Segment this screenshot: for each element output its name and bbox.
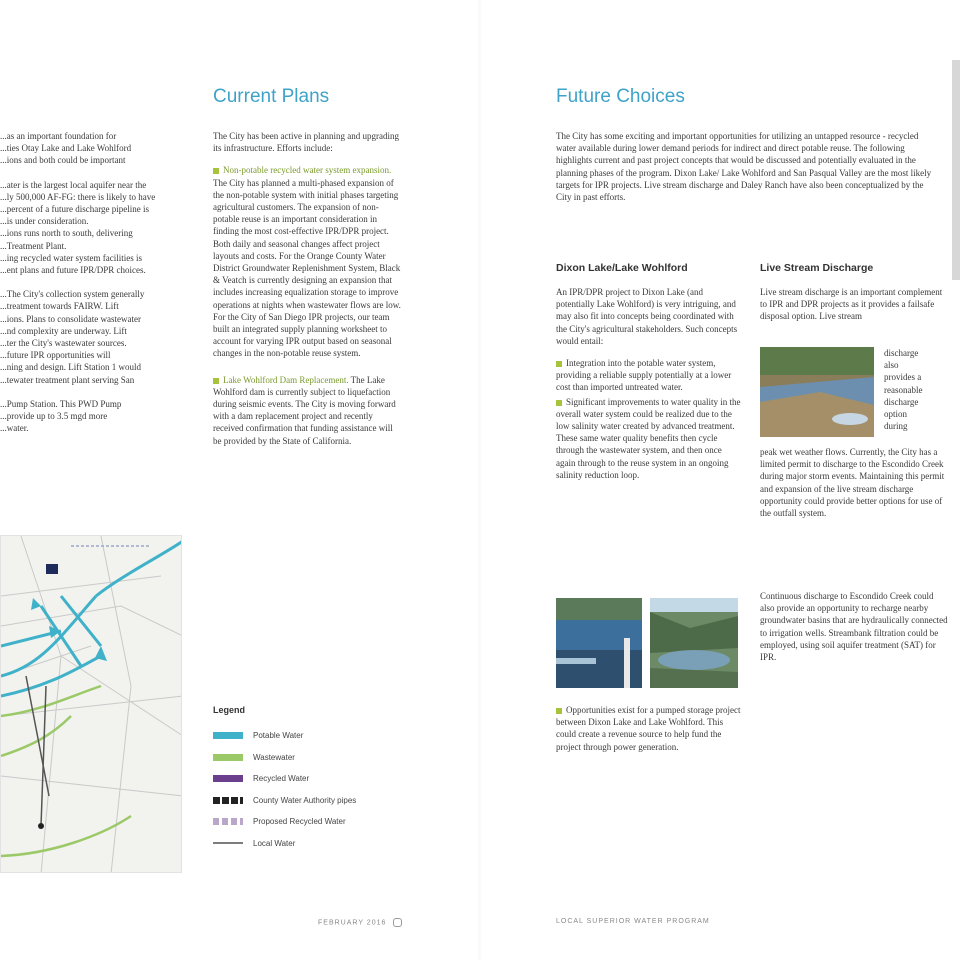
dixon-lake-bullet-3: [556, 704, 742, 753]
intro-fragment-line: ...ions. Plans to consolidate wastewater: [0, 313, 141, 324]
left-footer: [318, 918, 402, 927]
bullet-square-icon: [556, 708, 562, 714]
map-graphic: [1, 536, 182, 873]
outfall-marker: [38, 823, 44, 829]
intro-fragment-line: ...water.: [0, 423, 29, 434]
legend-label: Potable Water: [253, 731, 304, 741]
legend-swatch: [213, 754, 243, 761]
left-footer-text: FEBRUARY 2016: [318, 919, 387, 927]
intro-fragment-line: ...ater is the largest local aquifer near the: [0, 179, 147, 190]
bullet-1-title: Non-potable recycled water system expansion.: [223, 165, 392, 176]
creek-photo: [760, 347, 874, 437]
live-stream-para-2: Continuous discharge to Escondido Creek could also provide an opportunity to recharge nearby groundwater basins that are hydraulically connected to irrigation wells. Streambank filtration could be employed, using soil aquifer treatment (SAT) for IPR.: [760, 591, 948, 663]
intro-fragment-line: ...percent of a future discharge pipeline is: [0, 204, 150, 215]
legend-item: [213, 768, 403, 790]
dam-spillway-image: [556, 598, 642, 688]
intro-fragment-line: ...treatment towards FAIRW. Lift: [0, 301, 119, 312]
wrap-line: provides a: [884, 372, 922, 383]
bullet-square-icon: [556, 361, 562, 367]
intro-fragment-line: ...as an important foundation for: [0, 131, 117, 141]
next-page-edge: [952, 60, 960, 280]
legend-swatch: [213, 732, 243, 739]
intro-fragment-line: ...ter the City's wastewater sources.: [0, 338, 127, 349]
wrap-line: option: [884, 409, 908, 420]
map-legend: [213, 705, 403, 854]
dixon-lake-bullet-1: [556, 357, 742, 394]
current-plans-heading: Current Plans: [213, 86, 330, 107]
left-intro-column: [0, 130, 186, 434]
dixon-bullet-3-text: Opportunities exist for a pumped storage project between Dixon Lake and Lake Wohlford. This could create a revenue source to help fund the project through power generation.: [556, 705, 741, 752]
current-plans-intro: The City has been active in planning and upgrading its infrastructure. Efforts include:: [213, 131, 399, 154]
future-choices-heading: Future Choices: [556, 86, 685, 107]
wrap-line: also: [884, 360, 899, 371]
live-stream-rest: peak wet weather flows. Currently, the City has a limited permit to discharge to the Escondido Creek during major storm events. Maintaining this permit and expansion of the live stream discharge opportunity could provide better options for use of the outfall system.: [760, 447, 945, 519]
live-stream-wrap-text: [884, 347, 950, 432]
dixon-bullet-1-text: Integration into the potable water system, providing a reliable supply potentially at a lower cost than imported untreated water.: [556, 358, 732, 393]
legend-swatch: [213, 840, 243, 847]
intro-fragment-line: ...Treatment Plant.: [0, 240, 67, 251]
wrap-line: during: [884, 421, 908, 432]
current-plans-column: [213, 130, 403, 457]
future-choices-intro: The City has some exciting and important opportunities for utilizing an untapped resource - recycled water available during lower demand periods for indirect and direct potable reuse. The following highlights current and past project concepts that would be discussed and potentially evaluated in the planning phases of the program. Dixon Lake/ Lake Wohlford and San Pasqual Valley are the most likely targets for IPR projects. Live stream discharge and Daley Ranch have also been conceptualized by the City in past efforts.: [556, 131, 932, 203]
intro-fragment-line: ...Pump Station. This PWD Pump: [0, 398, 122, 409]
legend-swatch: [213, 775, 243, 782]
intro-fragment-line: ...ly 500,000 AF-FG: there is likely to have: [0, 191, 156, 202]
legend-label: Proposed Recycled Water: [253, 817, 346, 827]
dam-spillway-photo: [556, 598, 642, 688]
legend-item: [213, 725, 403, 747]
dixon-lake-paragraph: An IPR/DPR project to Dixon Lake (and potentially Lake Wohlford) is very intriguing, and may also fit into concepts being coordinated with the City's agricultural stakeholders. Such concepts would entail:: [556, 287, 738, 346]
intro-fragment-line: ...provide up to 3.5 mgd more: [0, 411, 108, 422]
intro-fragment-line: ...future IPR opportunities will: [0, 350, 111, 361]
intro-fragment-line: ...nd complexity are underway. Lift: [0, 325, 127, 336]
lake-valley-image: [650, 598, 738, 688]
wrap-line: discharge: [884, 396, 919, 407]
intro-fragment-line: ...ions and both could be important: [0, 155, 126, 166]
intro-fragment-line: ...ent plans and future IPR/DPR choices.: [0, 265, 146, 276]
legend-item: [213, 833, 403, 855]
legend-swatch: [213, 797, 243, 804]
creek-image: [760, 347, 874, 437]
legend-title: Legend: [213, 705, 246, 715]
bullet-2-title: Lake Wohlford Dam Replacement.: [223, 374, 349, 385]
bullet-1-text: The City has planned a multi-phased expansion of the non-potable system with initial phases targeting agricultural customers. The expansion of non-potable reuse is an important consideration in finding the most cost-effective IPR/DPR project. Both daily and seasonal changes affect project layouts and costs. For the Orange County Water District Groundwater Replenishment System, Black & Veatch is currently designing an expansion that includes increasing equalization storage to improve operations at nights when wastewater flows are low. For the City of San Diego IPR projects, our team built an integrated supply planning worksheet to account for varying IPR output based on seasonal changes in the non-potable reuse system.: [213, 177, 401, 359]
dixon-bullet-2-text: Significant improvements to water quality in the overall water system could be realized due to the low salinity water created by advanced treatment. These same water quality benefits then cycle through the wastewater system, and then once again through to the reuse system in an ongoing salinity reduction loop.: [556, 396, 741, 480]
legend-swatch: [213, 818, 243, 825]
legend-label: County Water Authority pipes: [253, 795, 357, 805]
intro-fragment-line: ...is under consideration.: [0, 216, 89, 227]
legend-label: Local Water: [253, 838, 296, 848]
bullet-2-text: The Lake Wohlford dam is currently subject to liquefaction during seismic events. The City is moving forward with a dam replacement project and recently received confirmation that funding assistance will be provided by the State of California.: [213, 374, 396, 446]
treatment-plant-marker: [46, 564, 58, 574]
live-stream-heading: Live Stream Discharge: [760, 262, 874, 274]
bullet-square-icon: [213, 378, 219, 384]
legend-label: Wastewater: [253, 752, 295, 762]
bullet-square-icon: [213, 168, 219, 174]
intro-fragment-line: ...The City's collection system generally: [0, 289, 145, 300]
legend-item: [213, 747, 403, 769]
current-plans-bullet-1: [213, 164, 403, 359]
bullet-square-icon: [556, 400, 562, 406]
intro-fragment-line: ...ing recycled water system facilities is: [0, 252, 142, 263]
intro-fragment-line: ...ties Otay Lake and Lake Wohlford: [0, 143, 132, 154]
intro-fragment-line: ...ions runs north to south, delivering: [0, 228, 133, 239]
wrap-line: discharge: [884, 348, 919, 358]
wrap-line: reasonable: [884, 384, 923, 395]
page-gutter: [478, 0, 482, 960]
dixon-lake-heading: Dixon Lake/Lake Wohlford: [556, 262, 688, 274]
lake-valley-photo: [650, 598, 738, 688]
infrastructure-map: [0, 535, 182, 873]
intro-fragment-line: ...ning and design. Lift Station 1 would: [0, 362, 141, 373]
live-stream-top: Live stream discharge is an important complement to IPR and DPR projects as it provides a failsafe disposal option. Live stream: [760, 287, 943, 322]
legend-label: Recycled Water: [253, 774, 310, 784]
right-footer: LOCAL SUPERIOR WATER PROGRAM: [556, 918, 710, 925]
legend-item: [213, 811, 403, 833]
current-plans-bullet-2: [213, 374, 403, 447]
legend-item: [213, 790, 403, 812]
logo-mark-icon: [393, 918, 402, 927]
dixon-lake-bullet-2: [556, 396, 742, 481]
intro-fragment-line: ...tewater treatment plant serving San: [0, 374, 135, 385]
dixon-lake-column: [556, 286, 742, 491]
